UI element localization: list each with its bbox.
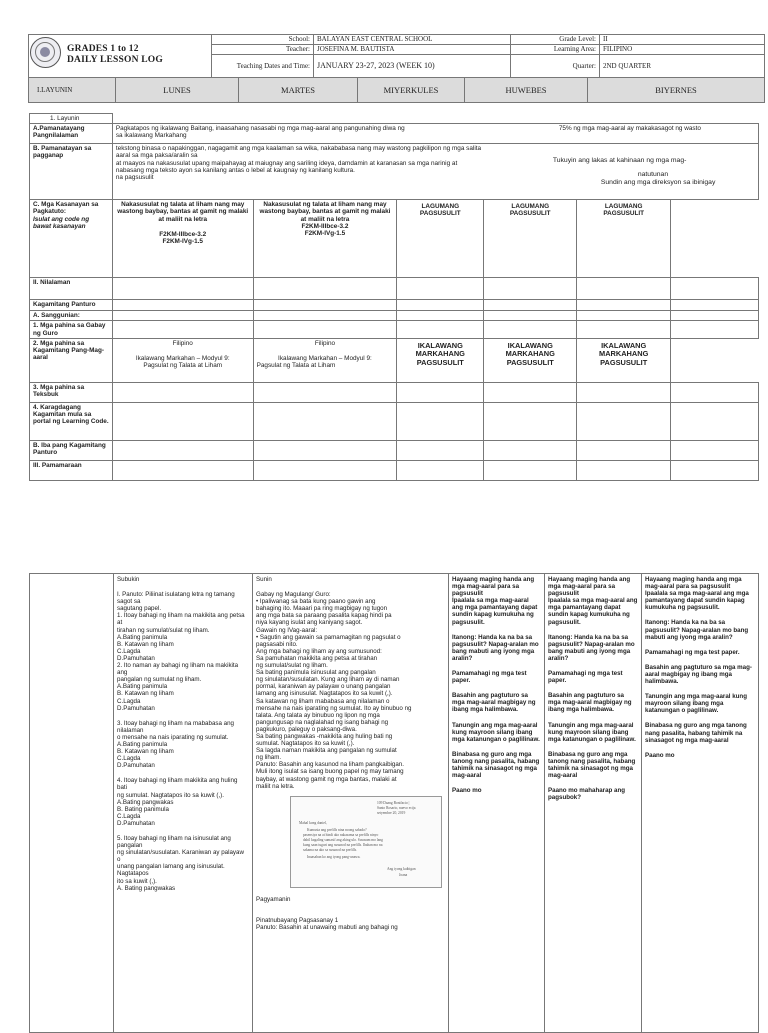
- d4-body5: Tanungin ang mga mag-aaral kung mayroon silang ibang mga katanungan o paglilinaw.: [548, 721, 636, 743]
- r2-martes: [253, 338, 397, 382]
- pinatnubayang-body: Panuto: Basahin at unawaing mabuti ang bahagi ng: [256, 923, 398, 931]
- b-right3: Sundin ang mga direksyon sa ibinigay: [600, 179, 716, 187]
- d3-body4: Basahin ang pagtuturo sa mga mag-aaral magbigay ng ibang mga halimbawa.: [452, 692, 536, 714]
- b-text4: nabasang mga teksto ayon sa kanilang antas o lebel at kaugnay ng kanilang kultura.: [115, 166, 355, 174]
- day-lunes: LUNES: [116, 78, 239, 103]
- a-label: A.Pamanatayang Pangnilalaman: [30, 124, 113, 144]
- layunin-heading: I.LAYUNIN: [29, 78, 116, 103]
- d3-body5: Tanungin ang mga mag-aaral kung mayroon silang ibang mga katanungan o paglilinaw.: [452, 721, 540, 743]
- deped-seal-icon: [30, 37, 61, 68]
- b-text5: na pagsusulit: [115, 174, 154, 182]
- r2-d2c: Pagsulat ng Talata at Liham: [256, 362, 336, 370]
- letter-line9: sakama na ako sa susunod na prefills.: [303, 847, 357, 852]
- c-d2-text: Nakasusulat ng talata at liham nang may wastong baybay, bantas at gamit ng malaki at maliit na letra: [259, 201, 391, 223]
- subukin-body3: 4. Itoay bahagi ng liham makikita ang huling bati ng sumulat. Nagtatapos ito sa kuwit (,). A.Bating pangwakas B. Bating panimula C.Lagda D.Pamuhatan: [117, 777, 238, 827]
- d5-body2: Itanong: Handa ka na ba sa pagsusulit? Napag-aralan mo bang mabuti ang iyong mga aralin?: [645, 619, 749, 641]
- d5-body3: Pamamahagi ng mga test paper.: [645, 648, 740, 656]
- subukin-title: Subukin: [117, 576, 140, 583]
- title-line1: GRADES 1 to 12: [67, 44, 139, 54]
- dates-value: JANUARY 23-27, 2023 (WEEK 10): [314, 55, 511, 78]
- letter-line8: kung saan tuguri ang susunod na prefills. Ihahan mo na: [303, 842, 383, 847]
- b-right1: Tukuyin ang lakas at kahinaan ng mga mag-: [552, 157, 687, 165]
- day-miyerkules: MIYERKULES: [358, 78, 465, 103]
- subukin-body: I. Panuto: Piliinat isulatang letra ng tamang sagot sa sagutang papel. 1. Itoay bahagi ng liham na makikita ang petsa at tirahan ng sumulat/sulat ng liham. A.Bating panimula B. Katawan ng liham C.Lagda D.Pamuhatan 2. Ito naman ay bahagi ng liham na makikita ang pangalan ng sumulat ng liham. A.Bating panimula B. Katawan ng liham C.Lagda D.Pamuhatan: [117, 591, 245, 712]
- c-label-cell: [30, 200, 113, 278]
- huwebes-proc-cell: [545, 574, 642, 1033]
- b-text1: tekstong binasa o napakinggan, nagagamit ang mga kaalaman sa wika, nakababasa nang may wastong pagkilipon ng mga salita: [115, 145, 482, 153]
- d5-body6: Binabasa ng guro ang mga tanong nang pasalita, habang tahimik na sinasagot ng mga mag-aaral: [645, 722, 747, 744]
- r1-label: 1. Mga pahina sa Gabay ng Guro: [30, 321, 113, 338]
- pamamaraan-label: III. Pamamaraan: [30, 460, 113, 480]
- miyerkules-proc-cell: [449, 574, 545, 1033]
- day-header-table: [28, 77, 765, 103]
- teacher-value: JOSEFINA M. BAUTISTA: [314, 45, 511, 55]
- objectives-table: [29, 113, 759, 481]
- b-text3: at maayos na nakasusulat upang maipahayag at maiugnay ang sariling ideya, damdamin at karanasan sa mga narinig at: [115, 159, 458, 167]
- r2-d2b: Ikalawang Markahan – Modyul 9:: [278, 355, 372, 363]
- pagyamanin-title: Pagyamanin: [256, 895, 291, 903]
- dates-label: Teaching Dates and Time:: [212, 55, 314, 78]
- school-label: School:: [212, 35, 314, 45]
- day-huwebes: HUWEBES: [465, 78, 588, 103]
- c-d2-code1: F2KM-IIIbce-3.2: [301, 222, 349, 230]
- pinatnubayang-title: Pinatnubayang Pagsasanay 1: [256, 916, 339, 924]
- a-content: [112, 124, 758, 144]
- d3-body6: Binabasa ng guro ang mga tanong nang pasalita, habang tahimik na sinasagot ng mga mag-aaral: [452, 750, 540, 780]
- sunin-body: Gabay ng Magulang/ Guro: • Ipaliwanag sa bata kung paano gawin ang bahaging ito. Maaari pa ring magbigay ng tugon ang mga bata sa paraang pasalita kapag hindi pa niya kayang isulat ang kaniyang sagot. Gawain ng IVag-aaral: • Sagutin ang gawain sa pamamagitan ng pagsulat o pagsasabi nito. Ang mga bahagi ng liham ay ang sumusunod: Sa pamuhatan makikita ang petsa at tirahan ng sumulat/sulat ng liham. Sa bating panimula isinusulat ang pangalan ng sinulatan/susulatan. Kung ang liham ay di naman pormal, karaniwan ay palayaw o unang pangalan lamang ang isinusulat. Nagtatapos ito sa kuwit (,). Sa katawan ng liham mababasa ang nilalaman o mensahe na nais iparating ng sumulat. Ito ay binubuo ng talata. Ang talata ay binubuo ng lipon ng mga pangungusap na naglalahad ng isang bahagi ng pagkukuro, paleguy o paksang-diwa. Sa bating pangwakas -makikita ang huling bati ng sumulat. Nagtatapos ito sa kuwit (,). Sa lagda naman makikita ang pangalan ng sumulat ng liham. Panuto: Basahin ang kasunod na liham pangkaibigan. Muli itong isulat sa isang buong papel ng may tamang baybay, at wastong gamit ng mga bantas, malaki at maliit na letra.: [256, 591, 412, 790]
- letter-line6: pasensiya na at hindi ako nakasama sa prefills ninyo: [303, 832, 379, 837]
- r2-label: 2. Mga pahina sa Kagamitang Pang-Mag-aaral: [30, 338, 113, 382]
- dll-title: [67, 44, 163, 66]
- d3-body3: Pamamahagi ng mga test paper.: [452, 670, 527, 685]
- d4-body6: Binabasa ng guro ang mga tanong nang pasalita, habang tahimik na sinasagot ng mga mag-aaral: [548, 750, 636, 780]
- rb-label: B. Iba pang Kagamitang Panturo: [30, 440, 113, 460]
- subukin-body2: 3. Itoay bahagi ng liham na mababasa ang nilalaman o mensahe na nais iparating ng sumulat. A.Bating panimula B. Katawan ng liham C.Lagda D.Pamuhatan: [117, 719, 234, 770]
- d4-body4: Basahin ang pagtuturo sa mga mag-aaral magbigay ng ibang mga halimbawa.: [548, 692, 632, 714]
- sanggunian-label: A. Sanggunian:: [30, 311, 113, 321]
- a-text: Pagkatapos ng ikalawang Baitang, inaasahang nasasabi ng mga mag-aaral ang pangunahing diwa ng: [115, 125, 405, 133]
- biyernes-proc-cell: [642, 574, 759, 1033]
- d5-body1: Hayaang maging handa ang mga mag-aaral para sa pagsusulit Ipaalala sa mga mag-aaral ang mga pamantayang dapat sundin kapag kumukuha ng pagsusulit.: [645, 576, 749, 612]
- kagamitan-label: Kagamitang Panturo: [30, 300, 113, 311]
- d4-body7: Paano mo mahaharap ang pagsubok?: [548, 787, 626, 802]
- a-right: 75% ng mga mag-aaral ay makakasagot ng wasto: [558, 125, 701, 133]
- r4-label: 4. Karagdagang Kagamitan mula sa portal ng Learning Code.: [30, 402, 113, 440]
- b-right2: natutunan: [637, 171, 669, 179]
- c-d1-code2: F2KM-IVg-1.5: [162, 238, 203, 246]
- letter-line3: setyembre 20, 2019: [377, 810, 406, 815]
- d3-body2: Itanong: Handa ka na ba sa pagsusulit? Napag-aralan mo bang mabuti ang iyong mga aralin?: [452, 633, 539, 662]
- c-martes: [253, 200, 397, 278]
- b-label: B. Pamanatayan sa pagganap: [30, 144, 113, 200]
- c-d1-code1: F2KM-IIIbce-3.2: [159, 230, 207, 238]
- c-label: C. Mga Kasanayan sa Pagkatuto:: [33, 201, 99, 216]
- d5-body4: Basahin ang pagtuturo sa mga mag-aaral magbigay ng ibang mga halimbawa.: [645, 663, 752, 686]
- d4-body2: Itanong: Handa ka na ba sa pagsusulit? Napag-aralan mo bang mabuti ang iyong mga aralin?: [548, 633, 635, 662]
- nilalaman-label: II. Nilalaman: [30, 278, 113, 300]
- r2-huwebes: IKALAWANG MARKAHANG PAGSUSULIT: [484, 338, 577, 382]
- r2-lunes: [112, 338, 253, 382]
- day-biyernes: BIYERNES: [588, 78, 765, 103]
- title-line2: DAILY LESSON LOG: [67, 55, 163, 65]
- sunin-title: Sunin: [256, 576, 272, 583]
- quarter-value: 2ND QUARTER: [600, 55, 765, 78]
- d4-body3: Pamamahagi ng mga test paper.: [548, 670, 623, 685]
- c-lunes: [112, 200, 253, 278]
- d3-body1: Hayaang maging handa ang mga mag-aaral para sa pagsusulit Ipaalala sa mga mag-aaral ang mga pamantayang dapat sundin kapag kumukuha ng pagsusulit.: [452, 576, 538, 626]
- b-content: [112, 144, 758, 200]
- school-value: BALAYAN EAST CENTRAL SCHOOL: [314, 35, 511, 45]
- grade-label: Grade Level:: [511, 35, 600, 45]
- c-biyernes: LAGUMANG PAGSUSULIT: [577, 200, 671, 278]
- c-miyerkules: LAGUMANG PAGSUSULIT: [397, 200, 484, 278]
- letter-line7: dahil kagaling sumasif ang aking ulo. Susasam mo lang: [303, 837, 383, 842]
- r2-miyerkules: IKALAWANG MARKAHANG PAGSUSULIT: [397, 338, 484, 382]
- area-label: Learning Area:: [511, 45, 600, 55]
- r2-d1c: Pagsulat ng Talata at Liham: [143, 362, 223, 370]
- r2-biyernes: IKALAWANG MARKAHANG PAGSUSULIT: [577, 338, 671, 382]
- r2-d1b: Ikalawang Markahan – Modyul 9:: [135, 355, 230, 363]
- r3-label: 3. Mga pahina sa Teksbuk: [30, 382, 113, 402]
- procedures-table: [29, 573, 759, 1033]
- sunin-cell: [253, 574, 449, 1033]
- letter-line1: 109 Daang Bonifacio |: [377, 800, 410, 805]
- a-text2: sa ikalawang Markahang: [115, 132, 187, 140]
- letter-line5: Kumusta ang prefills nina noong sabado?: [307, 827, 367, 832]
- grade-value: II: [600, 35, 765, 45]
- r2-d2a: Filipino: [314, 339, 336, 347]
- letter-line2: Santo Rosario, nuevo ecija: [377, 805, 416, 810]
- d5-body5: Tanungin ang mga mag-aaral kung mayroon silang ibang mga katanungan o paglilinaw.: [645, 693, 747, 715]
- subukin-cell: [114, 574, 253, 1033]
- b-text2: aaral sa mga paksa/aralin sa: [115, 152, 198, 160]
- letter-line11: Ang iyong kaibigan: [387, 866, 416, 871]
- r2-d1a: Filipino: [172, 339, 193, 347]
- subukin-body4: 5. Itoay bahagi ng liham na isinusulat ang pangalan ng sinulatan/susulatan. Karaniwan ay palayaw o unang pangalan lamang ang isinusulat. Nagtatapos ito sa kuwit (,). A. Bating pangwakas: [117, 835, 244, 892]
- letter-line10: Inaasahan ko ang iyong pang-unawa.: [307, 854, 361, 859]
- area-value: FILIPINO: [600, 45, 765, 55]
- letter-line12: Joana: [399, 872, 408, 877]
- d3-body7: Paano mo: [452, 787, 482, 795]
- letter-line4: Mahal kong daniel,: [299, 820, 327, 825]
- c-sub: Isulat ang code ng bawat kasanayan: [33, 215, 90, 230]
- d5-body7: Paano mo: [645, 751, 675, 759]
- sample-letter-image: [290, 796, 442, 888]
- d4-body1: Hayaang maging handa ang mga mag-aaral para sa pagsusulit Ipaalala sa mga mag-aaral ang mga pamantayang dapat sundin kapag kumukuha ng pagsusulit.: [548, 576, 638, 626]
- layunin-cell: 1. Layunin: [30, 114, 113, 124]
- c-huwebes: LAGUMANG PAGSUSULIT: [484, 200, 577, 278]
- c-d2-code2: F2KM-IVg-1.5: [304, 230, 346, 238]
- c-d1-text: Nakasusulat ng talata at liham nang may wastong baybay, bantas at gamit ng malaki at maliit na letra: [117, 201, 249, 223]
- day-martes: MARTES: [239, 78, 358, 103]
- teacher-label: Teacher:: [212, 45, 314, 55]
- quarter-label: Quarter:: [511, 55, 600, 78]
